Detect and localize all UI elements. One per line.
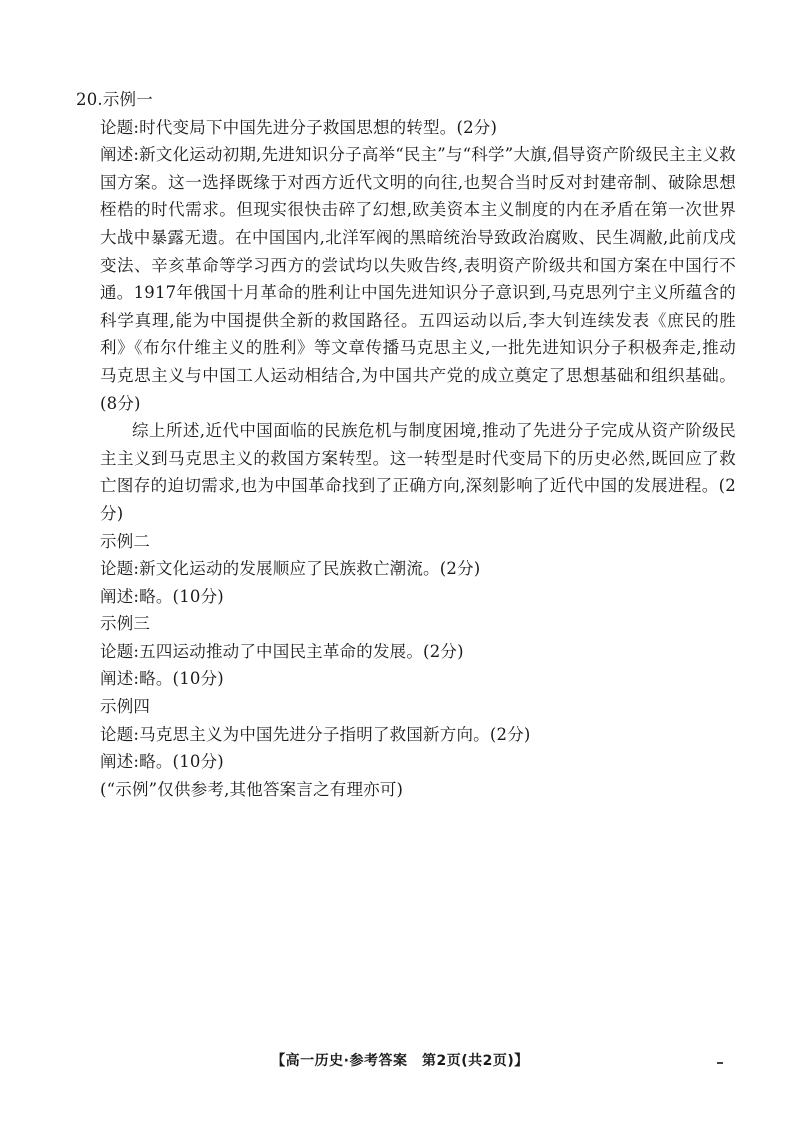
example4-elaboration: 阐述:略。(10分) [100,752,224,772]
example3-thesis: 论题:五四运动推动了中国民主革命的发展。(2分) [100,641,464,661]
example3-heading: 示例三 [100,614,151,634]
question-heading: 20.示例一 [76,90,153,109]
example2-thesis: 论题:新文化运动的发展顺应了民族救亡潮流。(2分) [100,559,481,579]
example1-thesis: 论题:时代变局下中国先进分子救国思想的转型。(2分) [100,117,498,137]
corner-mark [717,1062,723,1064]
page-footer: 【高一历史·参考答案 第2页(共2页)】 [271,1053,529,1069]
example1-conclusion: 综上所述,近代中国面临的民族危机与制度困境,推动了先进分子完成从资产阶级民主主义到马克思主义的救国方案转型。这一转型是时代变局下的历史必然,既回应了救亡图存的迫切需求,也为中国革命找到了正确方向,深刻影响了近代中国的发展进程。(2分) [100,421,736,523]
example3-elaboration: 阐述:略。(10分) [100,669,224,689]
answer-content [76,86,736,803]
example1-elaboration: 阐述:新文化运动初期,先进知识分子高举“民主”与“科学”大旗,倡导资产阶级民主主义救国方案。这一选择既缘于对西方近代文明的向往,也契合当时反对封建帝制、破除思想桎梏的时代需求。但现实很快击碎了幻想,欧美资本主义制度的内在矛盾在第一次世界大战中暴露无遗。在中国国内,北洋军阀的黑暗统治导致政治腐败、民生凋敝,此前戊戌变法、辛亥革命等学习西方的尝试均以失败告终,表明资产阶级共和国方案在中国行不通。1917年俄国十月革命的胜利让中国先进知识分子意识到,马克思列宁主义所蕴含的科学真理,能为中国提供全新的救国路径。五四运动以后,李大钊连续发表《庶民的胜利》《布尔什维主义的胜利》等文章传播马克思主义,一批先进知识分子积极奔走,推动马克思主义与中国工人运动相结合,为中国共产党的成立奠定了思想基础和组织基础。(8分) [100,145,736,413]
example4-heading: 示例四 [100,697,151,717]
example4-thesis: 论题:马克思主义为中国先进分子指明了救国新方向。(2分) [100,724,531,744]
answer-note: (“示例”仅供参考,其他答案言之有理亦可) [100,779,404,799]
example2-heading: 示例二 [100,531,151,551]
example2-elaboration: 阐述:略。(10分) [100,586,224,606]
